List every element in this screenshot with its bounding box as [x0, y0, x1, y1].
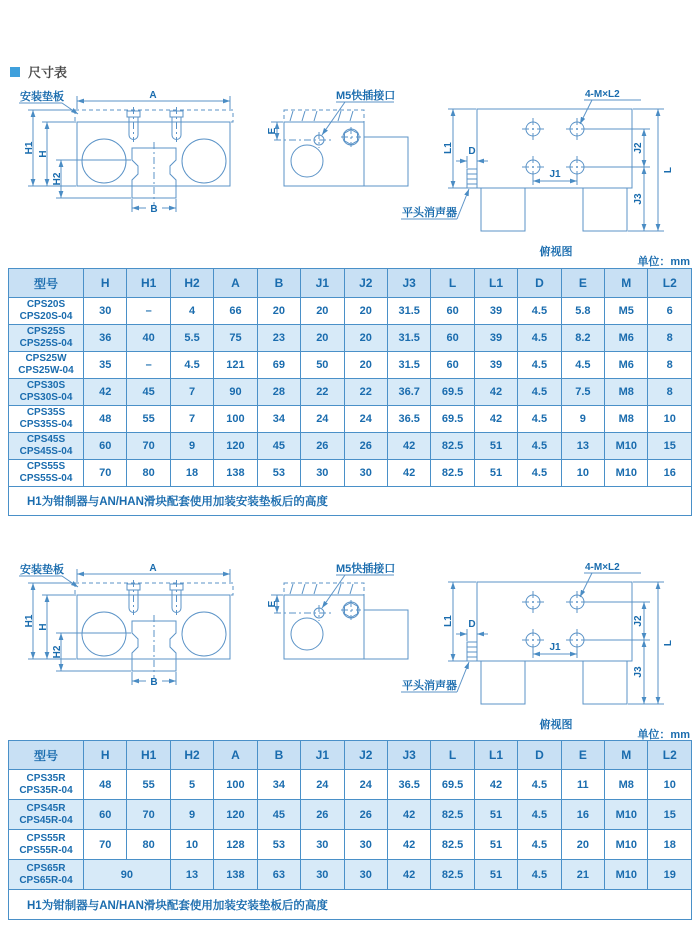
top-view-caption: 俯视图: [539, 719, 573, 731]
page-title-text: 尺寸表: [28, 65, 68, 80]
value-cell: 26: [301, 433, 344, 460]
mounting-plate-label: 安装垫板: [20, 564, 64, 576]
value-cell: 82.5: [431, 433, 474, 460]
model-cell: CPS45S CPS45S-04: [9, 433, 84, 460]
column-header: L1: [474, 269, 517, 298]
value-cell: 16: [648, 460, 692, 487]
value-cell: 13: [561, 433, 604, 460]
value-cell: 128: [214, 830, 257, 860]
value-cell: 35: [84, 352, 127, 379]
dim-j2-label: J2: [633, 142, 644, 154]
dim-j2-label: J2: [633, 615, 644, 627]
value-cell: M10: [605, 460, 648, 487]
value-cell: 60: [84, 800, 127, 830]
title-bullet-icon: [10, 67, 20, 77]
value-cell: 82.5: [431, 460, 474, 487]
value-cell: 36.7: [387, 379, 430, 406]
table-note: H1为钳制器与AN/HAN滑块配套使用加装安装垫板后的高度: [9, 487, 692, 516]
value-cell: M6: [605, 352, 648, 379]
dim-j1-label: J1: [549, 642, 561, 653]
header-row: [9, 741, 692, 770]
value-cell: M10: [605, 860, 648, 890]
value-cell: 42: [387, 800, 430, 830]
value-cell: 69.5: [431, 770, 474, 800]
bolt-pattern-label: 4-M×L2: [585, 562, 620, 573]
value-cell: 42: [387, 433, 430, 460]
column-header: E: [561, 741, 604, 770]
column-header: B: [257, 741, 300, 770]
value-cell: 13: [170, 860, 213, 890]
value-cell: 55: [127, 406, 170, 433]
side-view: [271, 575, 469, 692]
table-row: [9, 433, 692, 460]
dim-e-label: E: [267, 600, 278, 608]
front-view: [19, 569, 233, 685]
column-header: D: [518, 741, 561, 770]
bolt-pattern-label: 4-M×L2: [585, 89, 620, 100]
column-header: D: [518, 269, 561, 298]
value-cell: 34: [257, 406, 300, 433]
value-cell: 53: [257, 830, 300, 860]
dimension-drawing-top: [0, 84, 700, 269]
value-cell: 22: [301, 379, 344, 406]
value-cell: 11: [561, 770, 604, 800]
value-cell: 70: [84, 460, 127, 487]
value-cell: 60: [431, 298, 474, 325]
unit-label: 单位：mm: [637, 256, 690, 268]
value-cell: 42: [387, 460, 430, 487]
value-cell: 120: [214, 800, 257, 830]
value-cell: 7: [170, 406, 213, 433]
value-cell: M8: [605, 406, 648, 433]
value-cell: 90: [84, 860, 171, 890]
model-cell: CPS45R CPS45R-04: [9, 800, 84, 830]
model-cell: CPS25W CPS25W-04: [9, 352, 84, 379]
column-header: H1: [127, 741, 170, 770]
value-cell: 21: [561, 860, 604, 890]
column-header: L2: [648, 741, 692, 770]
value-cell: 20: [301, 325, 344, 352]
value-cell: 42: [387, 860, 430, 890]
column-header: H2: [170, 269, 213, 298]
value-cell: M6: [605, 325, 648, 352]
value-cell: 121: [214, 352, 257, 379]
value-cell: 30: [301, 460, 344, 487]
value-cell: 10: [648, 406, 692, 433]
value-cell: 7.5: [561, 379, 604, 406]
mounting-plate: [75, 110, 233, 122]
mounting-plate: [75, 583, 233, 595]
value-cell: 42: [474, 406, 517, 433]
value-cell: 24: [344, 406, 387, 433]
value-cell: 19: [648, 860, 692, 890]
column-header: H2: [170, 741, 213, 770]
dim-a-label: A: [149, 563, 157, 574]
value-cell: 138: [214, 460, 257, 487]
column-header: J1: [301, 741, 344, 770]
value-cell: 80: [127, 460, 170, 487]
dimension-drawing-bottom: [0, 557, 700, 742]
model-cell: CPS35R CPS35R-04: [9, 770, 84, 800]
value-cell: 120: [214, 433, 257, 460]
column-header: L1: [474, 741, 517, 770]
value-cell: 51: [474, 800, 517, 830]
table-row: [9, 800, 692, 830]
value-cell: 36.5: [387, 770, 430, 800]
model-cell: CPS55S CPS55S-04: [9, 460, 84, 487]
dim-e-label: E: [267, 127, 278, 135]
value-cell: 36.5: [387, 406, 430, 433]
value-cell: 4.5: [518, 406, 561, 433]
column-header: H1: [127, 269, 170, 298]
value-cell: 4.5: [518, 379, 561, 406]
value-cell: 63: [257, 860, 300, 890]
value-cell: 15: [648, 800, 692, 830]
model-cell: CPS20S CPS20S-04: [9, 298, 84, 325]
value-cell: 4.5: [518, 830, 561, 860]
value-cell: 100: [214, 406, 257, 433]
value-cell: 34: [257, 770, 300, 800]
dim-a-label: A: [149, 90, 157, 101]
value-cell: 16: [561, 800, 604, 830]
dim-d-label: D: [468, 146, 476, 157]
value-cell: 39: [474, 325, 517, 352]
value-cell: 51: [474, 830, 517, 860]
front-view: [19, 96, 233, 212]
column-header: L2: [648, 269, 692, 298]
value-cell: 8: [648, 352, 692, 379]
value-cell: 66: [214, 298, 257, 325]
value-cell: 10: [170, 830, 213, 860]
value-cell: 26: [344, 800, 387, 830]
value-cell: 51: [474, 860, 517, 890]
value-cell: 20: [344, 352, 387, 379]
value-cell: 60: [431, 325, 474, 352]
value-cell: M10: [605, 830, 648, 860]
model-cell: CPS25S CPS25S-04: [9, 325, 84, 352]
value-cell: 18: [170, 460, 213, 487]
column-header: A: [214, 741, 257, 770]
value-cell: 60: [431, 352, 474, 379]
value-cell: 31.5: [387, 352, 430, 379]
value-cell: 45: [257, 433, 300, 460]
top-view: [448, 573, 664, 704]
value-cell: 42: [474, 379, 517, 406]
dim-l1-label: L1: [443, 142, 454, 154]
column-header: J3: [387, 269, 430, 298]
value-cell: 7: [170, 379, 213, 406]
value-cell: 30: [84, 298, 127, 325]
value-cell: 9: [170, 800, 213, 830]
value-cell: 30: [301, 830, 344, 860]
dim-j1-label: J1: [549, 169, 561, 180]
value-cell: 4.5: [518, 325, 561, 352]
value-cell: 48: [84, 770, 127, 800]
value-cell: 70: [127, 800, 170, 830]
technical-drawing: [0, 84, 700, 269]
column-header: H: [84, 269, 127, 298]
note-row: [9, 890, 692, 920]
value-cell: 51: [474, 460, 517, 487]
dim-j3-label: J3: [633, 666, 644, 678]
table-row: [9, 325, 692, 352]
page-title: [10, 62, 67, 81]
value-cell: 24: [344, 770, 387, 800]
value-cell: 4.5: [518, 800, 561, 830]
value-cell: 39: [474, 298, 517, 325]
model-cell: CPS35S CPS35S-04: [9, 406, 84, 433]
value-cell: 8: [648, 379, 692, 406]
value-cell: –: [127, 298, 170, 325]
value-cell: 4.5: [170, 352, 213, 379]
value-cell: 48: [84, 406, 127, 433]
value-cell: 10: [648, 770, 692, 800]
value-cell: 42: [387, 830, 430, 860]
value-cell: 51: [474, 433, 517, 460]
column-header: M: [605, 269, 648, 298]
value-cell: 4.5: [518, 770, 561, 800]
model-cell: CPS65R CPS65R-04: [9, 860, 84, 890]
value-cell: 4.5: [518, 433, 561, 460]
value-cell: 39: [474, 352, 517, 379]
value-cell: 9: [170, 433, 213, 460]
column-header: J2: [344, 269, 387, 298]
value-cell: 30: [301, 860, 344, 890]
value-cell: 70: [84, 830, 127, 860]
side-view: [271, 102, 469, 219]
value-cell: 4.5: [518, 860, 561, 890]
column-header: L: [431, 269, 474, 298]
value-cell: 42: [474, 770, 517, 800]
value-cell: –: [127, 352, 170, 379]
value-cell: 8: [648, 325, 692, 352]
value-cell: 18: [648, 830, 692, 860]
dim-l-label: L: [663, 166, 674, 174]
silencer-label: 平头消声器: [402, 680, 457, 692]
value-cell: 24: [301, 770, 344, 800]
dim-h-label: H: [38, 623, 49, 631]
top-view: [448, 100, 664, 231]
m5-port-label: M5快插接口: [336, 563, 396, 575]
value-cell: 31.5: [387, 298, 430, 325]
dim-l-label: L: [663, 639, 674, 647]
column-header: B: [257, 269, 300, 298]
value-cell: 100: [214, 770, 257, 800]
value-cell: 5.8: [561, 298, 604, 325]
value-cell: 20: [344, 325, 387, 352]
dim-h2-label: H2: [52, 172, 63, 186]
column-header: 型号: [9, 741, 84, 770]
column-header: H: [84, 741, 127, 770]
value-cell: M5: [605, 298, 648, 325]
value-cell: 20: [257, 298, 300, 325]
bore-circle: [291, 618, 323, 650]
value-cell: 36: [84, 325, 127, 352]
table-note: H1为钳制器与AN/HAN滑块配套使用加装安装垫板后的高度: [9, 890, 692, 920]
value-cell: 10: [561, 460, 604, 487]
value-cell: 5.5: [170, 325, 213, 352]
value-cell: 40: [127, 325, 170, 352]
note-row: [9, 487, 692, 516]
dim-b-label: B: [150, 204, 158, 215]
table-row: [9, 352, 692, 379]
dim-h1-label: H1: [24, 141, 35, 155]
value-cell: M8: [605, 379, 648, 406]
value-cell: 70: [127, 433, 170, 460]
top-view-caption: 俯视图: [539, 246, 573, 258]
value-cell: 69: [257, 352, 300, 379]
column-header: L: [431, 741, 474, 770]
column-header: M: [605, 741, 648, 770]
silencer-label: 平头消声器: [402, 207, 457, 219]
value-cell: 26: [344, 433, 387, 460]
value-cell: 45: [127, 379, 170, 406]
value-cell: 4.5: [518, 352, 561, 379]
dim-b-label: B: [150, 677, 158, 688]
value-cell: 138: [214, 860, 257, 890]
value-cell: 82.5: [431, 860, 474, 890]
table-row: [9, 379, 692, 406]
value-cell: M10: [605, 433, 648, 460]
value-cell: 69.5: [431, 406, 474, 433]
dimension-table-cps-r: [8, 740, 692, 920]
value-cell: 26: [301, 800, 344, 830]
column-header: 型号: [9, 269, 84, 298]
dim-h2-label: H2: [52, 645, 63, 659]
dim-d-label: D: [468, 619, 476, 630]
value-cell: 4: [170, 298, 213, 325]
mounting-plate-label: 安装垫板: [20, 91, 64, 103]
dim-j3-label: J3: [633, 193, 644, 205]
table-row: [9, 460, 692, 487]
value-cell: 20: [561, 830, 604, 860]
value-cell: 8.2: [561, 325, 604, 352]
value-cell: 50: [301, 352, 344, 379]
table-row: [9, 770, 692, 800]
value-cell: 45: [257, 800, 300, 830]
value-cell: 28: [257, 379, 300, 406]
table-row: [9, 830, 692, 860]
dimension-table-cps-s: [8, 268, 692, 516]
unit-label: 单位：mm: [637, 729, 690, 741]
column-header: A: [214, 269, 257, 298]
value-cell: 20: [344, 298, 387, 325]
column-header: J1: [301, 269, 344, 298]
value-cell: 30: [344, 460, 387, 487]
value-cell: 4.5: [518, 460, 561, 487]
value-cell: 4.5: [518, 298, 561, 325]
value-cell: 90: [214, 379, 257, 406]
value-cell: 53: [257, 460, 300, 487]
table-row: [9, 298, 692, 325]
value-cell: 15: [648, 433, 692, 460]
dim-h1-label: H1: [24, 614, 35, 628]
column-header: J2: [344, 741, 387, 770]
value-cell: 82.5: [431, 830, 474, 860]
column-header: E: [561, 269, 604, 298]
value-cell: 5: [170, 770, 213, 800]
model-cell: CPS55R CPS55R-04: [9, 830, 84, 860]
value-cell: 9: [561, 406, 604, 433]
value-cell: M10: [605, 800, 648, 830]
column-header: J3: [387, 741, 430, 770]
value-cell: 22: [344, 379, 387, 406]
bore-circle: [291, 145, 323, 177]
header-row: [9, 269, 692, 298]
value-cell: 69.5: [431, 379, 474, 406]
value-cell: 23: [257, 325, 300, 352]
value-cell: 42: [84, 379, 127, 406]
dim-l1-label: L1: [443, 615, 454, 627]
value-cell: 60: [84, 433, 127, 460]
model-cell: CPS30S CPS30S-04: [9, 379, 84, 406]
value-cell: 55: [127, 770, 170, 800]
m5-port-label: M5快插接口: [336, 90, 396, 102]
table-row: [9, 406, 692, 433]
technical-drawing: [0, 557, 700, 742]
value-cell: 31.5: [387, 325, 430, 352]
table-row: [9, 860, 692, 890]
value-cell: M8: [605, 770, 648, 800]
value-cell: 4.5: [561, 352, 604, 379]
value-cell: 80: [127, 830, 170, 860]
value-cell: 75: [214, 325, 257, 352]
value-cell: 24: [301, 406, 344, 433]
value-cell: 30: [344, 860, 387, 890]
value-cell: 82.5: [431, 800, 474, 830]
dim-h-label: H: [38, 150, 49, 158]
value-cell: 30: [344, 830, 387, 860]
value-cell: 20: [301, 298, 344, 325]
value-cell: 6: [648, 298, 692, 325]
